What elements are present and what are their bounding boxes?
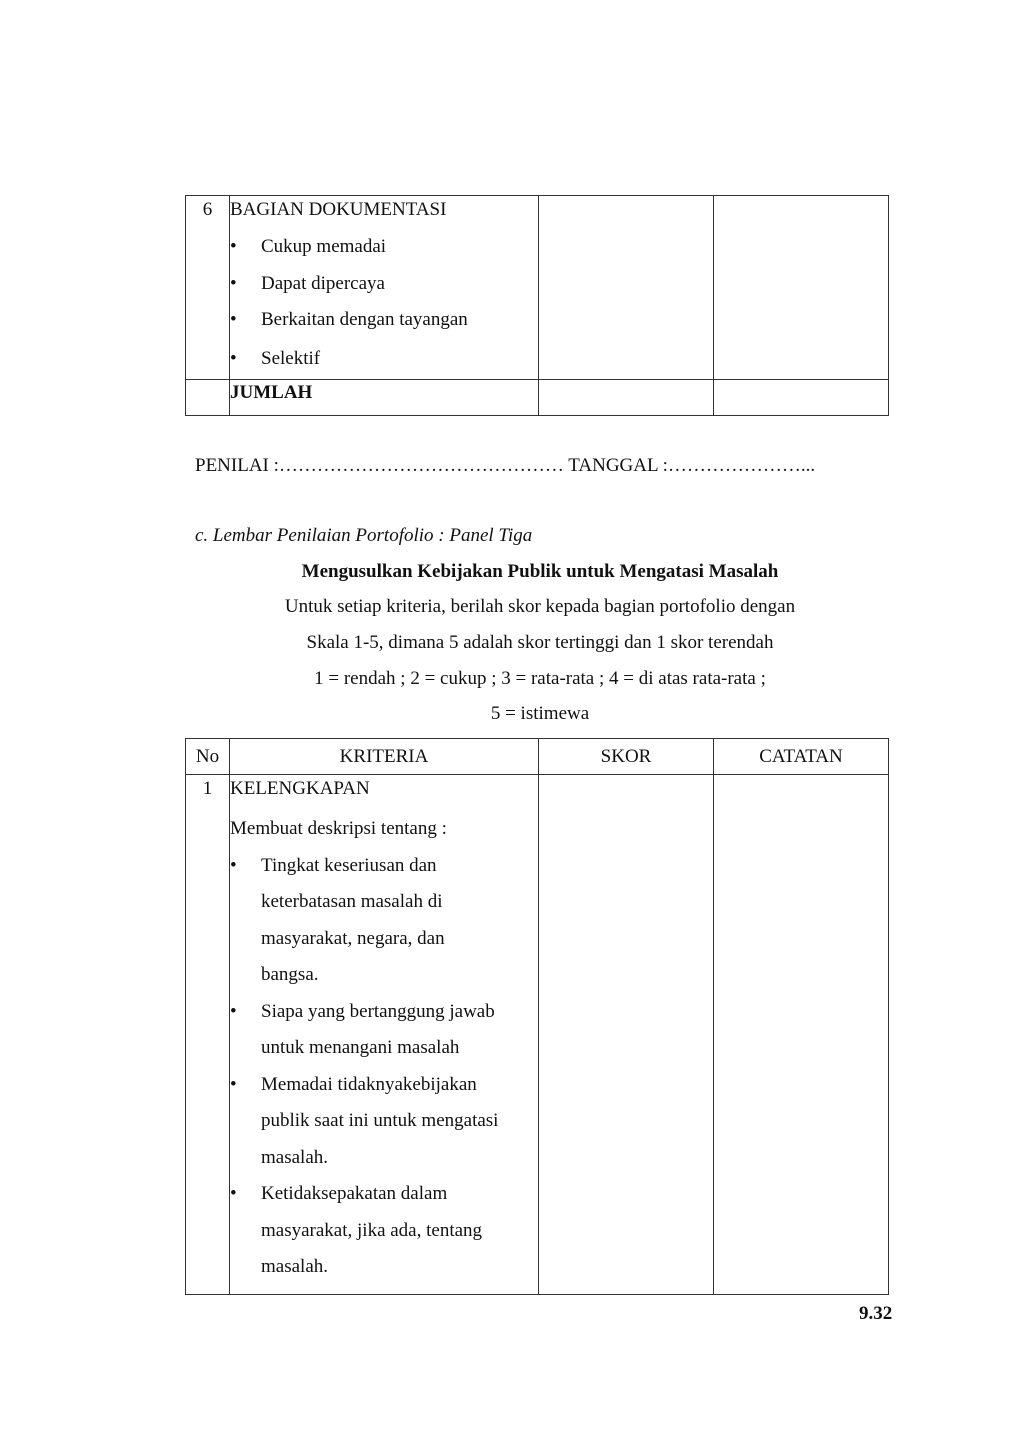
total-score-cell[interactable] <box>539 379 714 415</box>
list-item: • Cukup memadai <box>230 229 538 266</box>
bullet-icon: • <box>230 1183 237 1204</box>
page-title: Mengusulkan Kebijakan Publik untuk Mengatasi Masalah <box>301 561 779 582</box>
list-item: • Berkaitan dengan tayangan <box>230 302 538 339</box>
criteria-title: BAGIAN DOKUMENTASI <box>230 199 447 220</box>
list-item: • Memadai tidaknyakebijakan publik saat ini untuk mengatasi masalah. <box>230 1067 538 1177</box>
list-item: • Dapat dipercaya <box>230 266 538 303</box>
column-header-notes: CATATAN <box>714 739 889 775</box>
list-item: • Siapa yang bertanggung jawab untuk menangani masalah <box>230 994 538 1067</box>
criteria-cell <box>230 196 539 380</box>
bullet-icon: • <box>230 854 237 876</box>
row-number: 6 <box>186 196 230 380</box>
bullet-icon: • <box>230 1000 237 1022</box>
bullet-icon: • <box>230 309 237 330</box>
instruction-line: Skala 1-5, dimana 5 adalah skor tertinggi dan 1 skor terendah <box>306 632 774 653</box>
page-number: 9.32 <box>859 1303 893 1324</box>
table-row <box>186 775 889 1295</box>
bullet-icon: • <box>230 272 237 294</box>
criteria-cell <box>230 775 539 1295</box>
column-header-score: SKOR <box>539 739 714 775</box>
total-notes-cell[interactable] <box>714 379 889 415</box>
table-header-row <box>186 739 889 775</box>
signature-line: PENILAI :……………………………………… TANGGAL :…………………... <box>195 455 816 476</box>
bullet-icon: • <box>230 236 237 257</box>
column-header-criteria: KRITERIA <box>230 739 539 775</box>
bullet-icon: • <box>230 347 237 369</box>
notes-cell[interactable] <box>714 775 889 1295</box>
table-row-total <box>186 379 889 415</box>
documentation-criteria-table <box>185 195 889 416</box>
total-label-cell <box>230 379 539 415</box>
portfolio-criteria-table <box>185 738 889 1295</box>
notes-cell[interactable] <box>714 196 889 380</box>
list-item: • Selektif <box>230 339 538 379</box>
list-item: • Tingkat keseriusan dan keterbatasan masalah di masyarakat, negara, dan bangsa. <box>230 848 538 994</box>
bullet-icon: • <box>230 1073 237 1095</box>
row-number: 1 <box>186 775 230 1295</box>
total-label: JUMLAH <box>230 381 313 403</box>
criteria-title: KELENGKAPAN <box>230 778 370 799</box>
section-heading: c. Lembar Penilaian Portofolio : Panel Tiga <box>195 525 533 546</box>
list-item: • Ketidaksepakatan dalam masyarakat, jika ada, tentang masalah. <box>230 1176 538 1286</box>
scale-legend-line: 5 = istimewa <box>490 703 590 724</box>
criteria-subtitle: Membuat deskripsi tentang : <box>230 818 447 839</box>
scale-legend-line: 1 = rendah ; 2 = cukup ; 3 = rata-rata ; 4 = di atas rata-rata ; <box>314 668 766 689</box>
score-cell[interactable] <box>539 775 714 1295</box>
column-header-no: No <box>186 739 230 775</box>
empty-cell <box>186 379 230 415</box>
table-row <box>186 196 889 380</box>
instruction-line: Untuk setiap kriteria, berilah skor kepada bagian portofolio dengan <box>284 596 796 617</box>
score-cell[interactable] <box>539 196 714 380</box>
